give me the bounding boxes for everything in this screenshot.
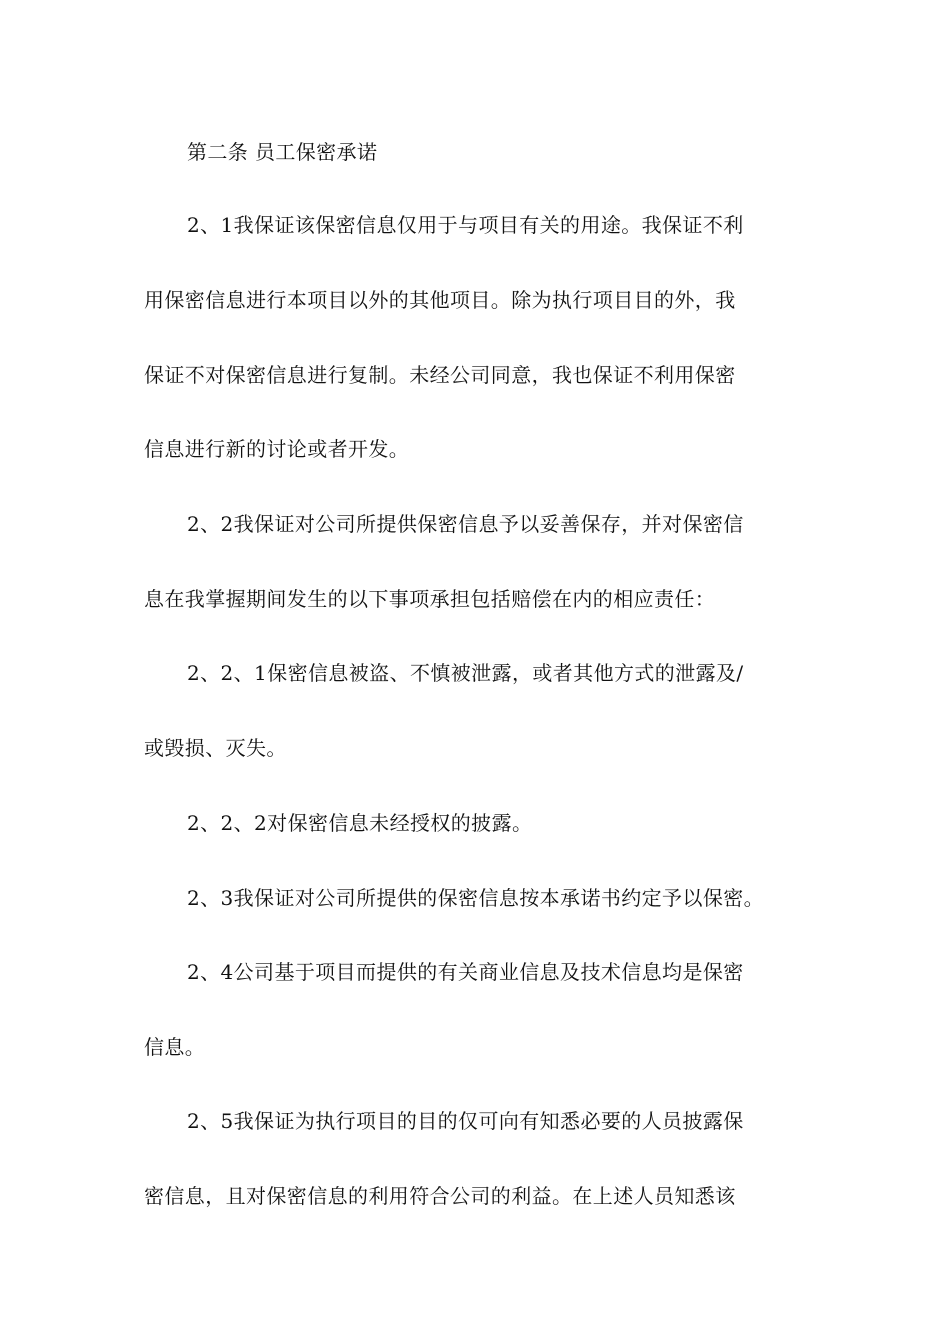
text-line: 2、2、2对保密信息未经授权的披露。 xyxy=(187,811,533,835)
section-heading: 第二条 员工保密承诺 xyxy=(187,140,378,164)
text-line: 2、4公司基于项目而提供的有关商业信息及技术信息均是保密 xyxy=(187,960,744,984)
text-line: 或毁损、灭失。 xyxy=(144,736,287,760)
text-line: 信息进行新的讨论或者开发。 xyxy=(144,437,410,461)
text-line: 2、2我保证对公司所提供保密信息予以妥善保存，并对保密信 xyxy=(187,512,744,536)
text-line: 2、2、1保密信息被盗、不慎被泄露，或者其他方式的泄露及/ xyxy=(187,661,744,685)
text-line: 信息。 xyxy=(144,1035,206,1059)
text-line: 2、1我保证该保密信息仅用于与项目有关的用途。我保证不利 xyxy=(187,213,744,237)
text-line: 保证不对保密信息进行复制。未经公司同意，我也保证不利用保密 xyxy=(144,363,736,387)
text-line: 2、5我保证为执行项目的目的仅可向有知悉必要的人员披露保 xyxy=(187,1109,744,1133)
text-line: 密信息，且对保密信息的利用符合公司的利益。在上述人员知悉该 xyxy=(144,1184,736,1208)
text-line: 息在我掌握期间发生的以下事项承担包括赔偿在内的相应责任： xyxy=(144,587,716,611)
text-line: 2、3我保证对公司所提供的保密信息按本承诺书约定予以保密。 xyxy=(187,886,765,910)
text-line: 用保密信息进行本项目以外的其他项目。除为执行项目目的外，我 xyxy=(144,288,736,312)
